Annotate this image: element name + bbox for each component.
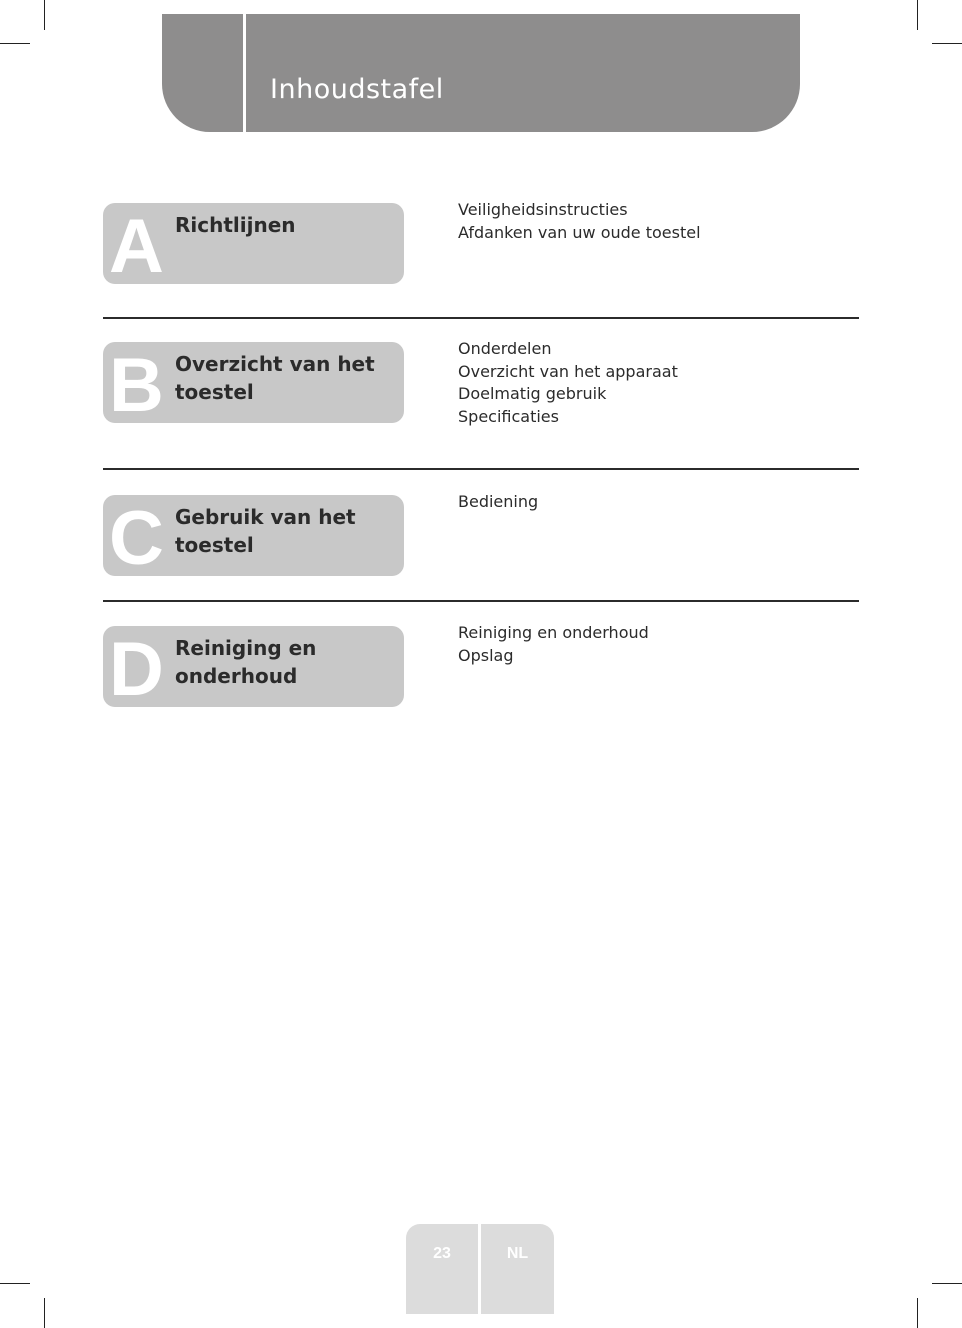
language-code: NL <box>506 1245 529 1262</box>
list-item: Bediening <box>458 492 539 511</box>
section-b-items <box>458 338 678 428</box>
section-c-box <box>103 495 404 576</box>
section-divider <box>103 317 859 319</box>
list-item: Onderdelen <box>458 339 552 358</box>
section-letter: C <box>109 496 164 576</box>
list-item: Reiniging en onderhoud <box>458 623 649 642</box>
crop-mark <box>44 0 45 30</box>
section-b-box <box>103 342 404 423</box>
section-title: Reiniging en onderhoud <box>175 636 317 688</box>
crop-mark <box>917 0 918 30</box>
crop-mark <box>932 1283 962 1284</box>
section-title: Overzicht van het toestel <box>175 352 375 404</box>
page-title: Inhoudstafel <box>270 74 444 105</box>
section-divider <box>103 468 859 470</box>
section-a-items <box>458 199 701 244</box>
section-letter: D <box>109 627 164 707</box>
section-letter: A <box>109 204 164 284</box>
section-title: Richtlijnen <box>175 213 296 237</box>
section-d-items <box>458 622 649 667</box>
section-a-box <box>103 203 404 284</box>
footer-divider <box>478 1224 481 1314</box>
section-title: Gebruik van het toestel <box>175 505 356 557</box>
list-item: Overzicht van het apparaat <box>458 361 678 381</box>
crop-mark <box>932 43 962 44</box>
header-tab <box>162 14 800 132</box>
section-divider <box>103 600 859 602</box>
crop-mark <box>0 1283 30 1284</box>
section-c-items <box>458 491 538 514</box>
crop-mark <box>917 1298 918 1328</box>
header-divider <box>243 14 246 132</box>
list-item: Veiligheidsinstructies <box>458 200 628 219</box>
crop-mark <box>44 1298 45 1328</box>
list-item: Doelmatig gebruik <box>458 384 607 403</box>
list-item: Specificaties <box>458 406 559 426</box>
page-number: 23 <box>433 1245 451 1262</box>
list-item: Opslag <box>458 645 514 665</box>
list-item: Afdanken van uw oude toestel <box>458 222 701 242</box>
section-letter: B <box>109 343 164 423</box>
crop-mark <box>0 43 30 44</box>
section-d-box <box>103 626 404 707</box>
